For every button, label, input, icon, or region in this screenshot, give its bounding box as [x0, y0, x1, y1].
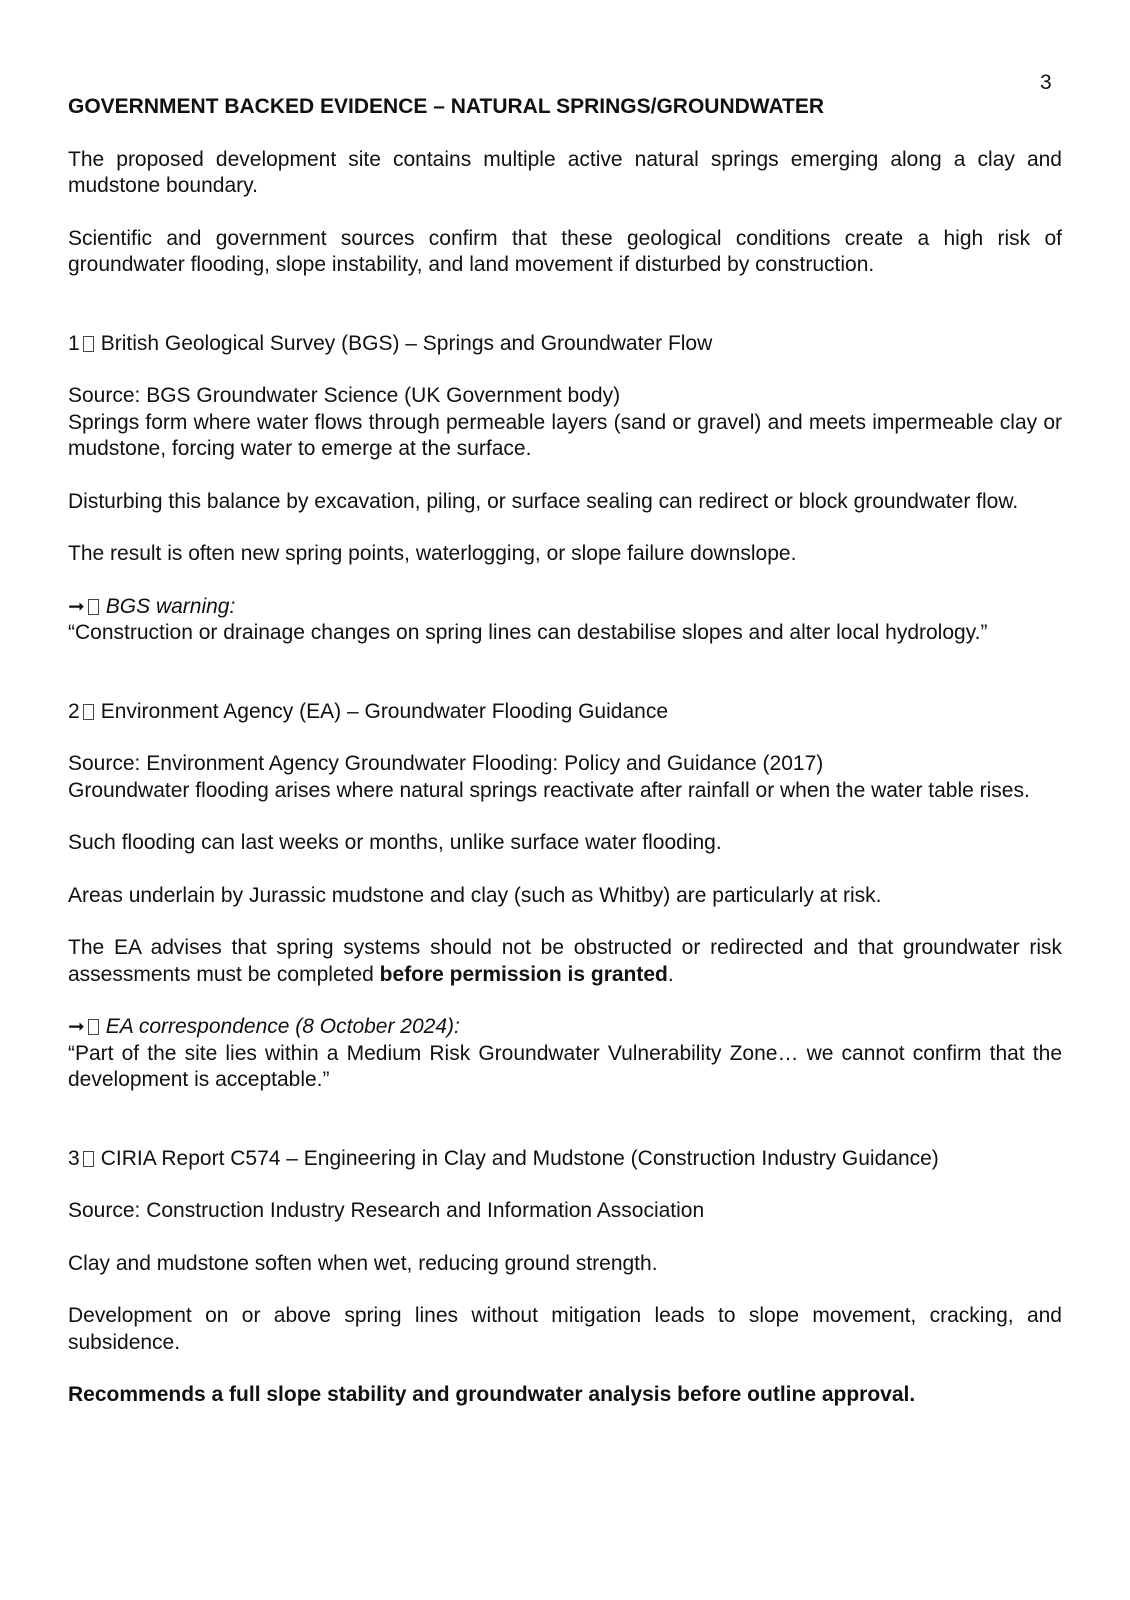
arrow-right-icon: ➞: [68, 1016, 85, 1038]
section-2-advice: [68, 935, 1062, 988]
section-3: [68, 1146, 1062, 1409]
section-1-source-line: Source: BGS Groundwater Science (UK Government body): [68, 384, 621, 407]
intro-paragraph-1: The proposed development site contains multiple active natural springs emerging along a clay and mudstone boundary.: [68, 147, 1062, 197]
section-2-callout-quote: “Part of the site lies within a Medium Risk Groundwater Vulnerability Zone… we cannot confirm that the development is acceptable.”: [68, 1041, 1062, 1091]
intro-paragraph-2: Scientific and government sources confirm that these geological conditions create a high risk of groundwater flooding, slope instability, and land movement if disturbed by construction.: [68, 226, 1062, 276]
section-1-source: [68, 383, 1062, 463]
section-2-advice-text: The EA advises that spring systems should not be obstructed or redirected and that groundwater risk assessments must be completed: [68, 936, 1062, 986]
arrow-right-icon: ➞: [68, 595, 85, 618]
section-1-title: [68, 331, 1062, 358]
section-2-title-text: Environment Agency (EA) – Groundwater Flooding Guidance: [100, 699, 668, 723]
document-heading: GOVERNMENT BACKED EVIDENCE – NATURAL SPRINGS/GROUNDWATER: [68, 95, 825, 118]
section-2-advice-emphasis: before permission is granted: [379, 962, 668, 986]
section-1-callout: [68, 594, 1062, 647]
section-3-title-text: CIRIA Report C574 – Engineering in Clay and Mudstone (Construction Industry Guidance): [100, 1146, 939, 1170]
section-3-title: [68, 1146, 1062, 1173]
section-2-title: [68, 699, 1062, 726]
section-2: [68, 699, 1062, 1094]
section-1-callout-label: BGS warning:: [105, 594, 236, 618]
section-2-source: [68, 751, 1062, 804]
section-1-paragraph-1: Disturbing this balance by excavation, piling, or surface sealing can redirect or block groundwater flow.: [68, 489, 1019, 513]
section-2-paragraph-1: Such flooding can last weeks or months, unlike surface water flooding.: [68, 831, 722, 854]
section-2-advice-end: .: [667, 962, 674, 986]
section-3-paragraph-1: Clay and mudstone soften when wet, reducing ground strength.: [68, 1251, 658, 1275]
section-1-source-detail: Springs form where water flows through permeable layers (sand or gravel) and meets impermeable clay or mudstone, forcing water to emerge at the surface.: [68, 410, 1062, 460]
page-number: 3: [1040, 71, 1052, 94]
section-2-source-detail: Groundwater flooding arises where natural springs reactivate after rainfall or when the water table rises.: [68, 778, 1030, 802]
section-1-title-text: British Geological Survey (BGS) – Springs and Groundwater Flow: [100, 331, 713, 355]
section-2-callout: [68, 1014, 1062, 1094]
missing-glyph-icon: [88, 599, 99, 615]
missing-glyph-icon: [88, 1019, 99, 1035]
section-2-callout-label: EA correspondence (8 October 2024):: [105, 1015, 460, 1038]
section-3-conclusion: Recommends a full slope stability and groundwater analysis before outline approval.: [68, 1383, 916, 1406]
section-3-source: Source: Construction Industry Research and Information Association: [68, 1199, 705, 1222]
document-body: [68, 94, 1062, 1409]
missing-glyph-icon: [83, 1151, 94, 1167]
section-1-number: 1: [68, 331, 80, 355]
section-2-number: 2: [68, 699, 80, 723]
section-3-number: 3: [68, 1146, 80, 1170]
missing-glyph-icon: [83, 704, 94, 720]
section-3-paragraph-2: Development on or above spring lines without mitigation leads to slope movement, cracking, and subsidence.: [68, 1304, 1062, 1354]
section-2-paragraph-2: Areas underlain by Jurassic mudstone and clay (such as Whitby) are particularly at risk.: [68, 883, 882, 907]
section-1: [68, 331, 1062, 647]
section-1-callout-quote: “Construction or drainage changes on spring lines can destabilise slopes and alter local hydrology.”: [68, 621, 988, 644]
section-1-paragraph-2: The result is often new spring points, waterlogging, or slope failure downslope.: [68, 542, 797, 565]
missing-glyph-icon: [83, 336, 94, 352]
section-2-source-line: Source: Environment Agency Groundwater Flooding: Policy and Guidance (2017): [68, 752, 824, 775]
